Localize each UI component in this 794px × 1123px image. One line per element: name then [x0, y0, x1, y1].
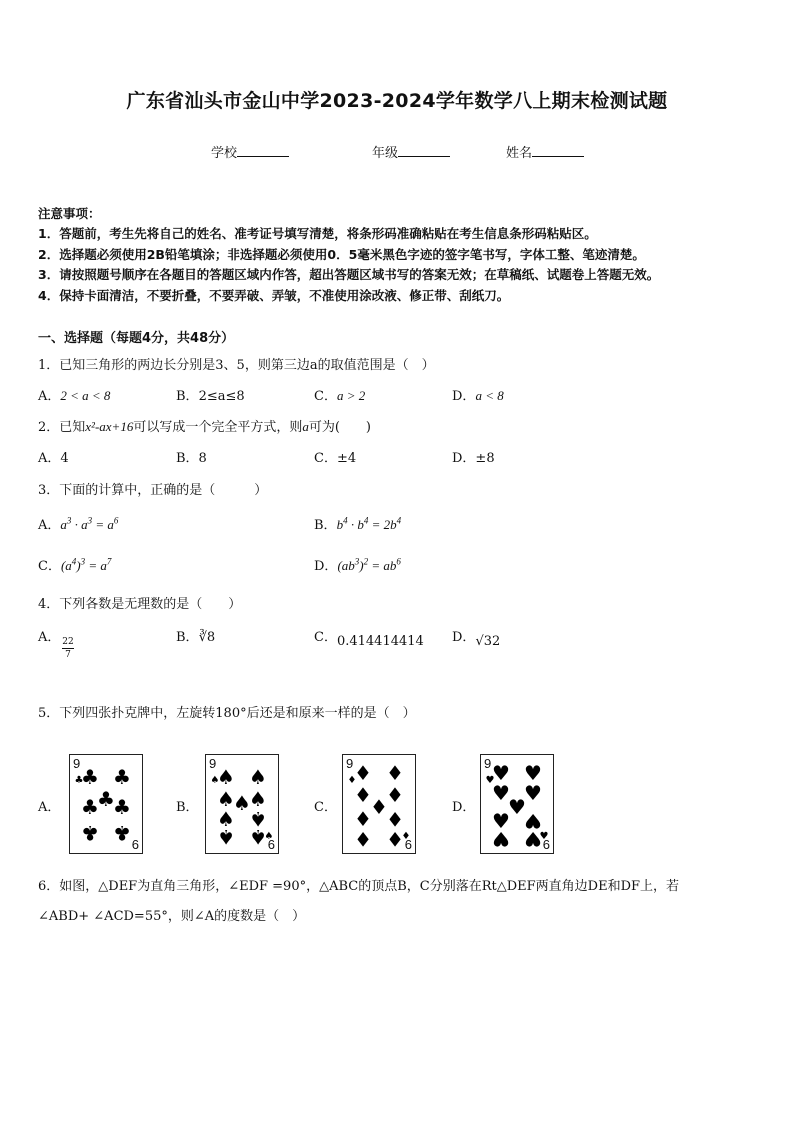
note-item: 4．保持卡面清洁，不要折叠，不要弄破、弄皱，不准使用涂改液、修正带、刮纸刀。 [38, 288, 510, 303]
card-rank-top: 9 [484, 756, 492, 771]
suit-pip: ♦ [354, 783, 372, 807]
card-rank-bottom: 6 [542, 837, 550, 852]
note-item: 3．请按照题号顺序在各题目的答题区域内作答，超出答题区域书写的答案无效；在草稿纸、试题卷上答题无效。 [38, 267, 660, 282]
q3-option-a[interactable]: A．$a^3 \cdot a^3 = a^6$ [38, 515, 119, 533]
grade-label: 年级 [372, 146, 399, 161]
school-blank[interactable] [237, 144, 289, 157]
suit-pip: ♦ [386, 783, 404, 807]
card-rank-top: 9 [209, 756, 217, 771]
name-blank[interactable] [532, 144, 584, 157]
q4-fraction-denominator: 7 [65, 650, 71, 660]
suit-pip: ♠ [249, 787, 267, 811]
question-2: 2．已知x²-ax+16可以写成一个完全平方式，则a可为( ) [38, 419, 371, 435]
suit-pip: ♦ [370, 795, 388, 819]
question-3: 3．下面的计算中，正确的是（ ） [38, 483, 268, 498]
q3-option-c[interactable]: C．$(a^4)^3 = a^7$ [38, 556, 112, 574]
card-rank-top: 9 [73, 756, 81, 771]
school-label: 学校 [211, 146, 238, 161]
corner-suit-pip: ♠ [210, 775, 220, 786]
q5-option-c-label[interactable]: C． [314, 800, 337, 815]
suit-pip: ♦ [386, 807, 404, 831]
suit-pip: ♣ [81, 765, 99, 789]
suit-pip: ♥ [524, 809, 542, 833]
section-heading: 一、选择题（每题4分，共48分） [38, 331, 235, 346]
card-rank-bottom: 6 [131, 837, 139, 852]
q2-option-c[interactable]: C．±4 [314, 451, 357, 466]
suit-pip: ♥ [492, 781, 510, 805]
grade-blank[interactable] [398, 144, 450, 157]
suit-pip: ♥ [524, 761, 542, 785]
q3-option-d[interactable]: D．$(ab^3)^2 = ab^6$ [314, 556, 401, 574]
q2-option-d[interactable]: D．±8 [452, 451, 495, 466]
grade-field[interactable] [372, 142, 450, 161]
suit-pip: ♦ [354, 807, 372, 831]
suit-pip: ♥ [492, 809, 510, 833]
note-item: 2．选择题必须使用2B铅笔填涂；非选择题必须使用0．5毫米黑色字迹的签字笔书写，字体工整、笔迹清楚。 [38, 247, 645, 262]
suit-pip: ♠ [217, 787, 235, 811]
suit-pip: ♠ [249, 765, 267, 789]
q2-option-a[interactable]: A．4 [38, 451, 69, 466]
q1-option-a[interactable]: A．2 < a < 8 [38, 388, 111, 404]
q5-option-a-label[interactable]: A． [38, 800, 61, 815]
suit-pip: ♣ [81, 795, 99, 819]
q4-fraction [62, 637, 74, 661]
question-4: 4．下列各数是无理数的是（ ） [38, 597, 242, 612]
suit-pip: ♠ [217, 807, 235, 831]
school-field[interactable] [211, 142, 289, 161]
notes-heading: 注意事项： [38, 206, 101, 221]
q4-option-b[interactable]: B．∛8 [176, 630, 216, 645]
q4-fraction-numerator: 22 [62, 637, 74, 647]
corner-suit-pip: ♥ [485, 775, 495, 786]
suit-pip: ♦ [386, 827, 404, 851]
suit-pip: ♦ [354, 761, 372, 785]
q3-option-b[interactable]: B．$b^4 \cdot b^4 = 2b^4$ [314, 515, 402, 533]
playing-card-spades[interactable] [205, 754, 279, 854]
card-rank-bottom: 6 [404, 837, 412, 852]
corner-suit-pip: ♣ [74, 775, 84, 786]
suit-pip: ♥ [508, 795, 526, 819]
suit-pip: ♣ [113, 765, 131, 789]
suit-pip: ♠ [217, 825, 235, 849]
corner-suit-pip: ♦ [347, 775, 357, 786]
page-title: 广东省汕头市金山中学2023-2024学年数学八上期末检测试题 [126, 90, 668, 112]
card-rank-bottom: 6 [267, 837, 275, 852]
suit-pip: ♣ [113, 795, 131, 819]
corner-suit-pip: ♥ [539, 831, 549, 842]
suit-pip: ♦ [386, 761, 404, 785]
note-item: 1．答题前，考生先将自己的姓名、准考证号填写清楚，将条形码准确粘贴在考生信息条形码粘贴区。 [38, 226, 597, 241]
question-5: 5．下列四张扑克牌中，左旋转180°后还是和原来一样的是（ ） [38, 706, 416, 721]
question-6-line-2: ∠ABD+ ∠ACD=55°，则∠A的度数是（ ） [38, 909, 306, 924]
suit-pip: ♦ [354, 827, 372, 851]
corner-suit-pip: ♦ [401, 831, 411, 842]
suit-pip: ♠ [249, 807, 267, 831]
suit-pip: ♣ [81, 821, 99, 845]
name-label: 姓名 [506, 146, 533, 161]
playing-card-clubs[interactable] [69, 754, 143, 854]
q1-option-d[interactable]: D．a < 8 [452, 388, 504, 404]
q1-option-b[interactable]: B．2≤a≤8 [176, 389, 245, 404]
suit-pip: ♠ [249, 825, 267, 849]
q4-option-a[interactable]: A． [38, 630, 61, 645]
name-field[interactable] [506, 142, 584, 161]
q2-option-b[interactable]: B．8 [176, 451, 207, 466]
suit-pip: ♥ [524, 781, 542, 805]
card-rank-top: 9 [346, 756, 354, 771]
suit-pip: ♥ [524, 827, 542, 851]
question-6-line-1: 6．如图，△DEF为直角三角形，∠EDF =90°，△ABC的顶点B，C分别落在Rt△DEF两直角边DE和DF上，若 [38, 879, 680, 894]
playing-card-diamonds[interactable] [342, 754, 416, 854]
playing-card-hearts[interactable] [480, 754, 554, 854]
suit-pip: ♣ [97, 787, 115, 811]
q5-option-d-label[interactable]: D． [452, 800, 476, 815]
suit-pip: ♣ [113, 821, 131, 845]
suit-pip: ♥ [492, 827, 510, 851]
corner-suit-pip: ♠ [264, 831, 274, 842]
q5-option-b-label[interactable]: B． [176, 800, 199, 815]
q1-option-c[interactable]: C．a > 2 [314, 388, 366, 404]
suit-pip: ♠ [217, 765, 235, 789]
q4-option-d[interactable]: D．√32 [452, 630, 501, 649]
question-1: 1．已知三角形的两边长分别是3、5，则第三边a的取值范围是（ ） [38, 358, 435, 373]
q4-option-c[interactable]: C．0.414414414 [314, 630, 424, 649]
suit-pip: ♠ [233, 791, 251, 815]
suit-pip: ♥ [492, 761, 510, 785]
